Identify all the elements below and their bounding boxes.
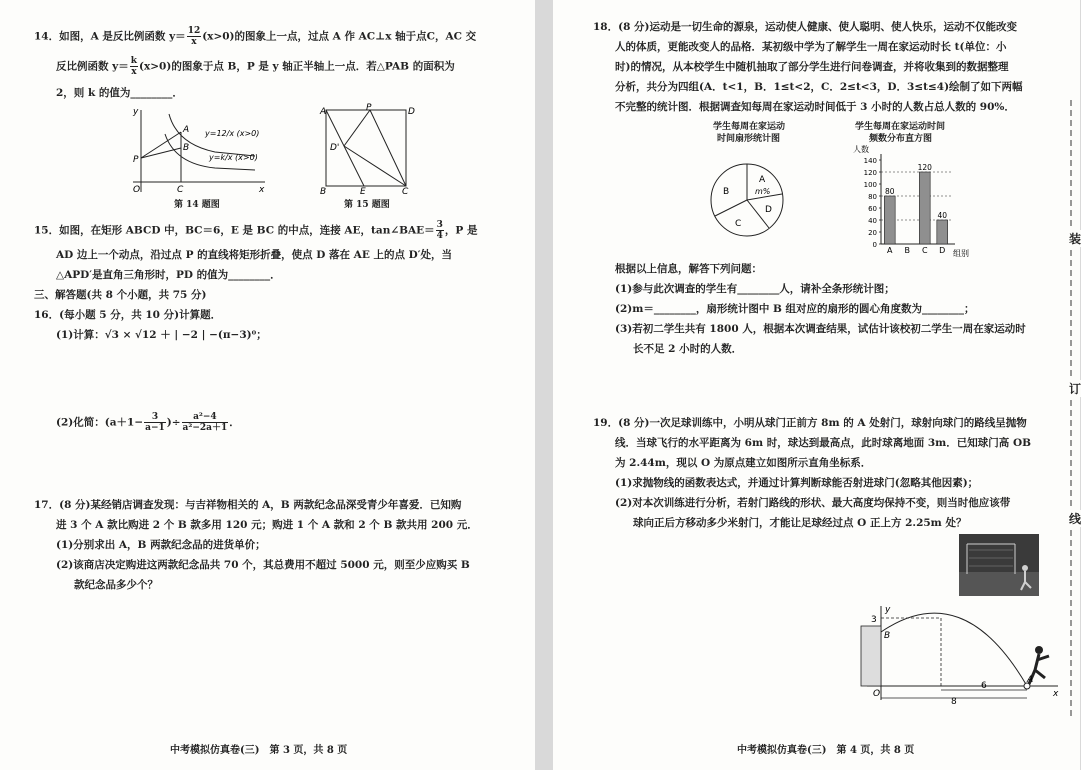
q19-label-y: y xyxy=(885,605,891,615)
q16-line-2: (1)计算：√3 × √12 ＋ | −2 | −(π−3)⁰； xyxy=(56,329,267,341)
bar-x-label: 组别 xyxy=(953,249,969,258)
page-4-footer: 中考模拟仿真卷(三) 第 4 页，共 8 页 xyxy=(737,745,915,756)
bar-y-label: 人数 xyxy=(853,145,869,154)
q19-line-5: (2)对本次训练进行分析，若射门路线的形状、最大高度均保持不变，则当时他应该带 xyxy=(615,497,1011,509)
q19-label-6: 6 xyxy=(981,681,987,691)
bar-y-tick-label: 120 xyxy=(863,169,877,177)
bar-data-label: 80 xyxy=(884,187,895,196)
q17-line-5: 款纪念品多少个？ xyxy=(74,579,158,591)
pie-divider-left xyxy=(715,200,747,216)
q19-player-head xyxy=(1035,646,1043,654)
q14-curve2-label: y=k/x (x>0) xyxy=(209,153,258,162)
q17-line-3: (1)分别求出 A，B 两款纪念品的进货单价； xyxy=(56,539,266,551)
pie-label-m: m% xyxy=(755,187,771,196)
binding-dashed-line xyxy=(1061,100,1081,720)
q18-line-3: 时)的情况，从本校学生中随机抽取了部分学生进行问卷调查，并将收集到的数据整理 xyxy=(615,61,1009,73)
bar-x-tick-label: D xyxy=(939,246,946,255)
q17-line-4: (2)该商店决定购进这两款纪念品共 70 个，其总费用不超过 5000 元，则至少应购买 B xyxy=(56,559,470,571)
bar-D xyxy=(937,220,948,244)
q15-label-c: C xyxy=(402,187,409,197)
pie-label-b: B xyxy=(723,187,730,197)
q14-line-2: 反比例函数 y＝ $\frac{k}{x}$ (x>0)的图象于点 B，P 是 y 轴正半轴上一点．若△PAB 的面积为 xyxy=(56,56,455,77)
q15-label-d: D xyxy=(408,107,415,117)
q14-label-p: P xyxy=(133,155,139,165)
binding-label-zhuang: 装 xyxy=(1069,232,1081,246)
q15-line-1: 15．如图，在矩形 ABCD 中，BC＝6，E 是 BC 的中点，连接 AE，tan∠BAE＝ $\frac{3}{4}$ ，P 是 xyxy=(34,220,478,241)
q15-label-dprime: D' xyxy=(330,143,340,153)
q19-line-4: (1)求抛物线的函数表达式，并通过计算判断球能否射进球门(忽略其他因素)； xyxy=(615,477,979,489)
q15-caption: 第 15 题图 xyxy=(344,200,390,210)
q19-label-o: O xyxy=(873,689,881,699)
bar-A xyxy=(884,196,895,244)
q14-curve-kx xyxy=(165,134,255,170)
q14-label-b: B xyxy=(183,143,190,153)
q16-line-3: (2)化简：(a＋1− $\frac{3}{a-1}$ )÷ $\frac{\text{a²−4}}{\text{a²−2a＋1}}$ ． xyxy=(56,412,240,433)
pie-title-line-1: 学生每周在家运动 xyxy=(713,122,786,132)
q19-parabola xyxy=(881,613,1027,686)
q14-label-y: y xyxy=(133,107,139,117)
q17-line-2: 进 3 个 A 款比购进 2 个 B 款多用 120 元；购进 1 个 A 款和 2 个 B 款共用 200 元． xyxy=(56,519,478,531)
q19-line-6: 球向正后方移动多少米射门，才能让足球经过点 O 正上方 2.25m 处？ xyxy=(633,517,967,529)
bar-y-tick-label: 40 xyxy=(868,217,877,225)
bar-y-tick-label: 60 xyxy=(868,205,877,213)
q19-label-b: B xyxy=(884,631,891,641)
bar-title-line-2: 频数分布直方图 xyxy=(869,134,933,144)
football-field-photo xyxy=(959,534,1039,596)
q15-line-pd-prime xyxy=(344,110,370,146)
q14-line-pa xyxy=(141,132,181,158)
bar-data-label: 40 xyxy=(937,211,948,220)
q19-label-3: 3 xyxy=(871,615,877,625)
bar-data-label: 120 xyxy=(917,163,932,172)
q14-label-x: x xyxy=(259,185,265,195)
exam-page-3 xyxy=(0,0,535,770)
binding-label-xian: 线 xyxy=(1069,512,1081,526)
q18-line-4: 分析，共分为四组(A．t<1，B．1≤t<2，C．2≤t<3，D．3≤t≤4)绘制了如下两幅 xyxy=(615,81,1023,93)
bar-y-tick-label: 0 xyxy=(872,241,877,249)
bar-C xyxy=(919,172,930,244)
bar-x-tick-label: B xyxy=(904,246,910,255)
q14-label-o: O xyxy=(133,185,141,195)
binding-line xyxy=(1061,100,1081,720)
q15-label-e: E xyxy=(360,187,366,197)
pie-title-line-2: 时间扇形统计图 xyxy=(717,134,781,144)
q18-line-1: 18．(8 分)运动是一切生命的源泉，运动使人健康、使人聪明、使人快乐，运动不仅能改变 xyxy=(593,21,1018,33)
photo-player-head xyxy=(1022,565,1028,571)
q19-line-3: 为 2.44m，现以 O 为原点建立如图所示直角坐标系． xyxy=(615,457,872,469)
q15-figure xyxy=(318,104,418,196)
q17-line-1: 17．(8 分)某经销店调查发现：与吉祥物相关的 A，B 两款纪念品深受青少年喜爱．已知购 xyxy=(34,499,462,511)
q14-figure xyxy=(125,104,270,194)
q18-sub-intro: 根据以上信息，解答下列问题： xyxy=(615,263,762,275)
bar-y-tick-label: 80 xyxy=(868,193,877,201)
q19-goal xyxy=(861,626,881,686)
q14-label-c: C xyxy=(177,185,184,195)
pie-label-a: A xyxy=(759,175,766,185)
q18-line-5: 不完整的统计图．根据调查知每周在家运动时间低于 3 小时的人数占总人数的 90%． xyxy=(615,101,1015,113)
q19-line-2: 线．当球飞行的水平距离为 6m 时，球达到最高点，此时球离地面 3m．已知球门高 OB xyxy=(615,437,1031,449)
q18-sub-1: (1)参与此次调查的学生有________人，请补全条形统计图； xyxy=(615,283,895,295)
bar-y-tick-label: 20 xyxy=(868,229,877,237)
q16-line-1: 16．(每小题 5 分，共 10 分)计算题． xyxy=(34,309,222,321)
bar-chart xyxy=(851,140,969,262)
pie-label-c: C xyxy=(735,219,742,229)
q18-sub-3-cont: 长不足 2 小时的人数． xyxy=(633,343,743,355)
q15-label-b: B xyxy=(320,187,327,197)
q19-label-8: 8 xyxy=(951,697,957,707)
binding-label-ding: 订 xyxy=(1069,382,1081,396)
q18-sub-2: (2)m＝________，扇形统计图中 B 组对应的扇形的圆心角度数为________； xyxy=(615,303,975,315)
bar-x-tick-label: C xyxy=(921,246,928,255)
pie-chart xyxy=(703,160,793,242)
q15-line-3: △APD′是直角三角形时，PD 的值为________． xyxy=(56,269,281,281)
q19-figure xyxy=(853,604,1063,707)
q18-line-2: 人的体质，更能改变人的品格．某初级中学为了解学生一周在家运动时长 t(单位：小 xyxy=(615,41,1007,53)
bar-x-tick-label: A xyxy=(887,246,893,255)
exam-page-4 xyxy=(553,0,1080,770)
q19-label-a: A xyxy=(1027,675,1034,685)
q15-label-p: P xyxy=(366,103,372,113)
section-3-heading: 三、解答题(共 8 个小题，共 75 分) xyxy=(34,289,207,301)
q14-caption: 第 14 题图 xyxy=(174,200,220,210)
q14-curve1-label: y=12/x (x>0) xyxy=(205,129,260,138)
q15-label-a: A xyxy=(320,107,327,117)
bar-y-tick-label: 100 xyxy=(863,181,877,189)
q14-line-3: 2，则 k 的值为________． xyxy=(56,87,183,99)
q14-label-a: A xyxy=(183,125,190,135)
q14-line-pb xyxy=(141,148,181,158)
bar-title-line-1: 学生每周在家运动时间 xyxy=(855,122,946,132)
q15-line-2: AD 边上一个动点，沿过点 P 的直线将矩形折叠，使点 D 落在 AE 上的点 D′处，当 xyxy=(56,249,453,261)
page-3-footer: 中考模拟仿真卷(三) 第 3 页，共 8 页 xyxy=(170,745,348,756)
q14-line-1: 14．如图，A 是反比例函数 y＝ $\frac{12}{x}$ (x>0)的图象上一点，过点 A 作 AC⊥x 轴于点C，AC 交 xyxy=(34,26,477,47)
pie-label-d: D xyxy=(765,205,772,215)
bar-y-tick-label: 140 xyxy=(863,157,877,165)
q18-sub-3: (3)若初二学生共有 1800 人，根据本次调查结果，试估计该校初二学生一周在家运动时 xyxy=(615,323,1026,335)
q19-line-1: 19．(8 分)一次足球训练中，小明从球门正前方 8m 的 A 处射门，球射向球门的路线呈抛物 xyxy=(593,417,1027,429)
q19-label-x: x xyxy=(1053,689,1059,699)
